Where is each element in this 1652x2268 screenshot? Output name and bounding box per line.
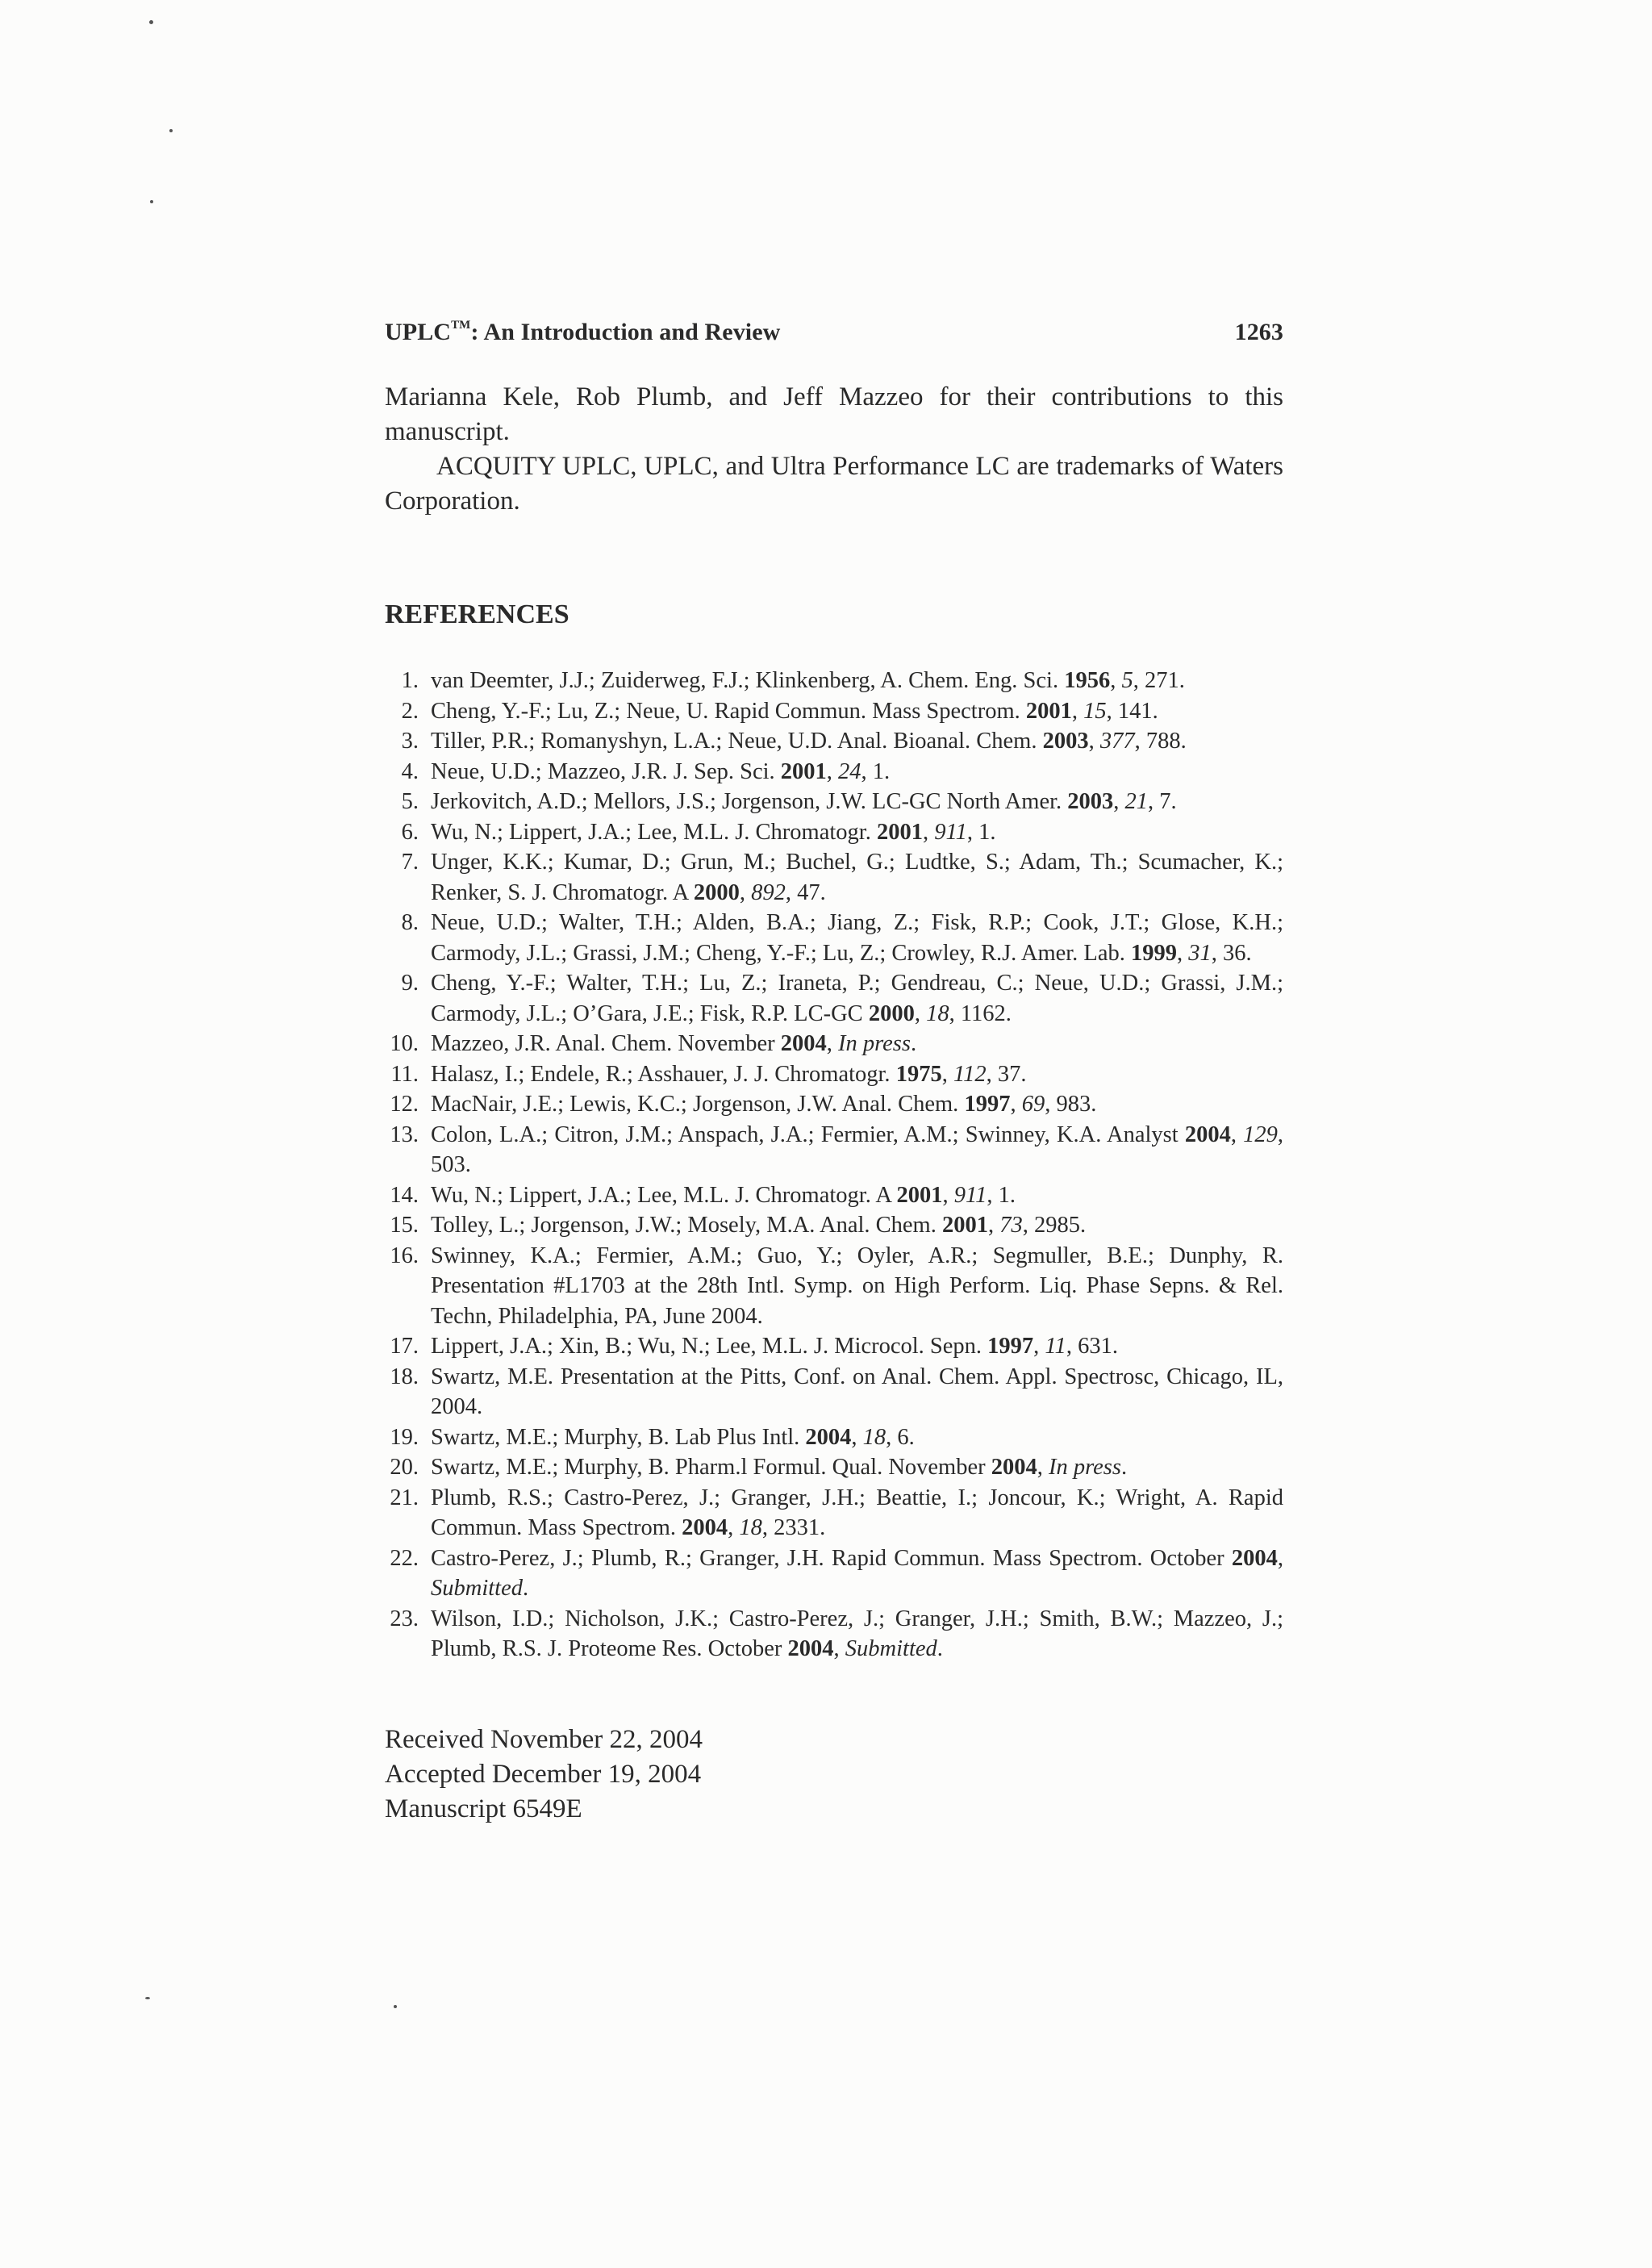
reference-year: 2000 — [693, 879, 740, 905]
reference-pages: 7. — [1159, 789, 1177, 814]
reference-number: 20. — [390, 1455, 419, 1480]
reference-number: 15. — [390, 1213, 419, 1238]
reference-year: 2004 — [780, 1031, 827, 1056]
reference-text: Swartz, M.E.; Murphy, B. Pharm.l Formul. Qual. November — [431, 1455, 986, 1480]
reference-volume: 377 — [1099, 729, 1135, 754]
reference-text: Swinney, K.A.; Fermier, A.M.; Guo, Y.; Oyler, A.R.; Segmuller, B.E.; Dunphy, R. Presentation #L1703 at the 28th Intl. Symp. on High Perform. Liq. Phase Sepns. & Rel. Techn, Philadelphia, PA, June 2004. — [431, 1243, 1283, 1329]
reference-volume: 112 — [953, 1061, 987, 1087]
reference-item: 7. Unger, K.K.; Kumar, D.; Grun, M.; Buchel, G.; Ludtke, S.; Adam, Th.; Scumacher, K.; Renker, S. J. Chromatogr. A 2000, 892, 47. — [385, 847, 1283, 908]
reference-text: Wu, N.; Lippert, J.A.; Lee, M.L. J. Chromatogr. A — [431, 1182, 891, 1208]
reference-item: 23. Wilson, I.D.; Nicholson, J.K.; Castro-Perez, J.; Granger, J.H.; Smith, B.W.; Mazzeo, J.; Plumb, R.S. J. Proteome Res. October 2004, Submitted. — [385, 1604, 1283, 1664]
reference-number: 9. — [401, 971, 419, 996]
reference-item: 19. Swartz, M.E.; Murphy, B. Lab Plus Intl. 2004, 18, 6. — [385, 1422, 1283, 1453]
reference-year: 2004 — [682, 1515, 728, 1540]
reference-pages: . — [910, 1031, 917, 1056]
reference-item: 17. Lippert, J.A.; Xin, B.; Wu, N.; Lee, M.L. J. Microcol. Sepn. 1997, 11, 631. — [385, 1331, 1283, 1362]
references-heading: REFERENCES — [385, 599, 569, 629]
reference-text: Tiller, P.R.; Romanyshyn, L.A.; Neue, U.D. Anal. Bioanal. Chem. — [431, 729, 1037, 754]
reference-text: Wu, N.; Lippert, J.A.; Lee, M.L. J. Chromatogr. — [431, 819, 871, 845]
reference-text: Neue, U.D.; Mazzeo, J.R. J. Sep. Sci. — [431, 758, 775, 784]
reference-pages: 36. — [1222, 940, 1252, 966]
reference-item: 1. van Deemter, J.J.; Zuiderweg, F.J.; Klinkenberg, A. Chem. Eng. Sci. 1956, 5, 271. — [385, 666, 1283, 696]
reference-year: 2003 — [1042, 729, 1089, 754]
reference-number: 3. — [401, 729, 419, 754]
reference-text: Castro-Perez, J.; Plumb, R.; Granger, J.H. Rapid Commun. Mass Spectrom. October — [431, 1545, 1224, 1571]
reference-item — [385, 1241, 1283, 1332]
reference-item: 20. Swartz, M.E.; Murphy, B. Pharm.l Formul. Qual. November 2004, In press. — [385, 1452, 1283, 1483]
reference-volume: 18 — [926, 1000, 949, 1026]
reference-pages: 271. — [1144, 668, 1185, 693]
reference-item: 12. MacNair, J.E.; Lewis, K.C.; Jorgenson, J.W. Anal. Chem. 1997, 69, 983. — [385, 1089, 1283, 1120]
reference-volume: In press — [1049, 1455, 1121, 1480]
reference-year: 1997 — [987, 1334, 1034, 1359]
reference-number: 1. — [401, 668, 419, 693]
reference-item: 10. Mazzeo, J.R. Anal. Chem. November 2004, In press. — [385, 1029, 1283, 1059]
reference-item: 15. Tolley, L.; Jorgenson, J.W.; Mosely, M.A. Anal. Chem. 2001, 73, 2985. — [385, 1210, 1283, 1241]
reference-text: Wilson, I.D.; Nicholson, J.K.; Castro-Perez, J.; Granger, J.H.; Smith, B.W.; Mazzeo, J.; Plumb, R.S. J. Proteome Res. October — [431, 1606, 1283, 1661]
reference-year: 2004 — [1184, 1121, 1231, 1147]
reference-volume: 11 — [1045, 1334, 1066, 1359]
reference-number: 16. — [390, 1243, 419, 1268]
reference-year: 2004 — [805, 1424, 852, 1450]
reference-pages: . — [937, 1636, 943, 1661]
reference-volume: 911 — [953, 1182, 987, 1208]
reference-volume: 129 — [1243, 1121, 1278, 1147]
scan-speck — [169, 129, 173, 132]
reference-number: 13. — [390, 1121, 419, 1147]
reference-item: 2. Cheng, Y.-F.; Lu, Z.; Neue, U. Rapid Commun. Mass Spectrom. 2001, 15, 141. — [385, 696, 1283, 727]
acknowledgement-text — [385, 380, 1283, 519]
reference-number: 4. — [401, 758, 419, 784]
scan-speck — [149, 20, 153, 24]
reference-volume: 69 — [1021, 1092, 1045, 1117]
reference-pages: 631. — [1078, 1334, 1118, 1359]
reference-number: 2. — [401, 698, 419, 724]
reference-text: Jerkovitch, A.D.; Mellors, J.S.; Jorgenson, J.W. LC-GC North Amer. — [431, 789, 1062, 814]
manuscript-number: Manuscript 6549E — [385, 1794, 582, 1823]
reference-text: Plumb, R.S.; Castro-Perez, J.; Granger, J.H.; Beattie, I.; Joncour, K.; Wright, A. Rapid Commun. Mass Spectrom. — [431, 1485, 1283, 1540]
reference-year: 1956 — [1064, 668, 1111, 693]
reference-item — [385, 1362, 1283, 1422]
reference-volume: 892 — [751, 879, 786, 905]
running-head — [385, 319, 1283, 346]
reference-number: 12. — [390, 1092, 419, 1117]
reference-text: Cheng, Y.-F.; Lu, Z.; Neue, U. Rapid Commun. Mass Spectrom. — [431, 698, 1020, 724]
reference-volume: 73 — [999, 1213, 1023, 1238]
paragraph: ACQUITY UPLC, UPLC, and Ultra Performance LC are trademarks of Waters Corporation. — [385, 452, 1283, 516]
reference-pages: 1162. — [960, 1000, 1012, 1026]
reference-number: 5. — [401, 789, 419, 814]
reference-pages: 983. — [1056, 1092, 1097, 1117]
reference-year: 2004 — [991, 1455, 1037, 1480]
reference-year: 2000 — [868, 1000, 915, 1026]
title-main: UPLC — [385, 319, 452, 345]
reference-pages: 1. — [998, 1182, 1016, 1208]
reference-year: 2004 — [1231, 1545, 1278, 1571]
reference-pages: 1. — [978, 819, 996, 845]
reference-text: Neue, U.D.; Walter, T.H.; Alden, B.A.; Jiang, Z.; Fisk, R.P.; Cook, J.T.; Glose, K.H.; Carmody, J.L.; Grassi, J.M.; Cheng, Y.-F.; Lu, Z.; Crowley, R.J. Amer. Lab. — [431, 910, 1283, 966]
title-rest: : An Introduction and Review — [470, 319, 781, 345]
reference-pages: 1. — [872, 758, 891, 784]
reference-volume: 5 — [1121, 668, 1133, 693]
reference-item: 14. Wu, N.; Lippert, J.A.; Lee, M.L. J. Chromatogr. A 2001, 911, 1. — [385, 1180, 1283, 1211]
reference-text: Mazzeo, J.R. Anal. Chem. November — [431, 1031, 775, 1056]
reference-volume: Submitted — [431, 1576, 523, 1601]
reference-number: 14. — [390, 1182, 419, 1208]
reference-pages: 2331. — [774, 1515, 826, 1540]
reference-item: 5. Jerkovitch, A.D.; Mellors, J.S.; Jorgenson, J.W. LC-GC North Amer. 2003, 21, 7. — [385, 787, 1283, 817]
scan-speck — [145, 1997, 150, 1999]
reference-number: 10. — [390, 1031, 419, 1056]
reference-item: 9. Cheng, Y.-F.; Walter, T.H.; Lu, Z.; Iraneta, P.; Gendreau, C.; Neue, U.D.; Grassi, J.M.; Carmody, J.L.; O’Gara, J.E.; Fisk, R.P. LC-GC 2000, 18, 1162. — [385, 968, 1283, 1029]
reference-number: 21. — [390, 1485, 419, 1510]
reference-text: Cheng, Y.-F.; Walter, T.H.; Lu, Z.; Iraneta, P.; Gendreau, C.; Neue, U.D.; Grassi, J.M.; Carmody, J.L.; O’Gara, J.E.; Fisk, R.P. LC-GC — [431, 971, 1283, 1026]
reference-number: 7. — [401, 850, 419, 875]
reference-item: 21. Plumb, R.S.; Castro-Perez, J.; Granger, J.H.; Beattie, I.; Joncour, K.; Wright, A. Rapid Commun. Mass Spectrom. 2004, 18, 2331. — [385, 1483, 1283, 1543]
reference-number: 22. — [390, 1545, 419, 1571]
reference-number: 23. — [390, 1606, 419, 1631]
reference-text: Unger, K.K.; Kumar, D.; Grun, M.; Buchel, G.; Ludtke, S.; Adam, Th.; Scumacher, K.; Renker, S. J. Chromatogr. A — [431, 850, 1283, 905]
reference-number: 11. — [390, 1061, 419, 1087]
reference-item: 8. Neue, U.D.; Walter, T.H.; Alden, B.A.; Jiang, Z.; Fisk, R.P.; Cook, J.T.; Glose, K.H.; Carmody, J.L.; Grassi, J.M.; Cheng, Y.-F.; Lu, Z.; Crowley, R.J. Amer. Lab. 1999, 31, 36. — [385, 908, 1283, 968]
page-number: 1263 — [1234, 319, 1283, 345]
reference-year: 2001 — [876, 819, 923, 845]
reference-year: 2001 — [896, 1182, 943, 1208]
reference-item: 22. Castro-Perez, J.; Plumb, R.; Granger, J.H. Rapid Commun. Mass Spectrom. October 2004, Submitted. — [385, 1543, 1283, 1604]
reference-volume: 911 — [934, 819, 967, 845]
reference-item: 4. Neue, U.D.; Mazzeo, J.R. J. Sep. Sci. 2001, 24, 1. — [385, 757, 1283, 787]
reference-volume: 18 — [739, 1515, 762, 1540]
manuscript-dates — [385, 1723, 1283, 1827]
reference-pages: 788. — [1145, 729, 1187, 754]
reference-year: 2004 — [787, 1636, 834, 1661]
reference-item: 13. Colon, L.A.; Citron, J.M.; Anspach, J.A.; Fermier, A.M.; Swinney, K.A. Analyst 2004, 129, 503. — [385, 1120, 1283, 1180]
reference-pages: 141. — [1117, 698, 1158, 724]
scan-speck — [394, 2005, 397, 2008]
reference-year: 1997 — [964, 1092, 1011, 1117]
reference-volume: 24 — [838, 758, 861, 784]
reference-number: 18. — [390, 1364, 419, 1389]
reference-number: 19. — [390, 1424, 419, 1450]
reference-volume: 31 — [1188, 940, 1212, 966]
reference-year: 2001 — [941, 1213, 988, 1238]
reference-volume: Submitted — [845, 1636, 937, 1661]
page — [385, 319, 1283, 1827]
reference-text: van Deemter, J.J.; Zuiderweg, F.J.; Klinkenberg, A. Chem. Eng. Sci. — [431, 668, 1059, 693]
reference-text: MacNair, J.E.; Lewis, K.C.; Jorgenson, J.W. Anal. Chem. — [431, 1092, 959, 1117]
reference-year: 2001 — [780, 758, 827, 784]
reference-year: 2001 — [1025, 698, 1072, 724]
reference-number: 17. — [390, 1334, 419, 1359]
reference-pages: 6. — [897, 1424, 915, 1450]
reference-volume: In press — [837, 1031, 911, 1056]
reference-text: Colon, L.A.; Citron, J.M.; Anspach, J.A.; Fermier, A.M.; Swinney, K.A. Analyst — [431, 1121, 1179, 1147]
reference-number: 6. — [401, 819, 419, 845]
reference-item: 6. Wu, N.; Lippert, J.A.; Lee, M.L. J. Chromatogr. 2001, 911, 1. — [385, 817, 1283, 848]
trademark-mark: TM — [451, 319, 471, 332]
reference-list — [385, 666, 1283, 1664]
reference-pages: 37. — [997, 1061, 1027, 1087]
reference-item: 3. Tiller, P.R.; Romanyshyn, L.A.; Neue, U.D. Anal. Bioanal. Chem. 2003, 377, 788. — [385, 726, 1283, 757]
reference-text: Swartz, M.E.; Murphy, B. Lab Plus Intl. — [431, 1424, 800, 1450]
paragraph: Marianna Kele, Rob Plumb, and Jeff Mazzeo for their contributions to this manuscript. — [385, 382, 1283, 446]
running-title — [385, 319, 780, 346]
reference-text: Halasz, I.; Endele, R.; Asshauer, J. J. Chromatogr. — [431, 1061, 891, 1087]
reference-text: Lippert, J.A.; Xin, B.; Wu, N.; Lee, M.L. J. Microcol. Sepn. — [431, 1334, 982, 1359]
reference-pages: 47. — [797, 879, 826, 905]
reference-pages: 2985. — [1033, 1213, 1087, 1238]
reference-pages: . — [1120, 1455, 1128, 1480]
reference-volume: 18 — [862, 1424, 886, 1450]
received-date: Received November 22, 2004 — [385, 1724, 703, 1754]
reference-year: 1999 — [1130, 940, 1177, 966]
reference-year: 2003 — [1067, 789, 1114, 814]
accepted-date: Accepted December 19, 2004 — [385, 1759, 702, 1789]
reference-number: 8. — [401, 910, 419, 935]
reference-text: Tolley, L.; Jorgenson, J.W.; Mosely, M.A. Anal. Chem. — [431, 1213, 937, 1238]
reference-pages: . — [523, 1576, 529, 1601]
reference-item: 11. Halasz, I.; Endele, R.; Asshauer, J. J. Chromatogr. 1975, 112, 37. — [385, 1059, 1283, 1090]
reference-year: 1975 — [895, 1061, 942, 1087]
reference-volume: 15 — [1083, 698, 1107, 724]
reference-text: Swartz, M.E. Presentation at the Pitts, Conf. on Anal. Chem. Appl. Spectrosc, Chicago, IL, 2004. — [431, 1364, 1283, 1419]
scan-speck — [150, 200, 153, 203]
reference-volume: 21 — [1124, 789, 1149, 814]
reference-pages: 503. — [431, 1152, 471, 1177]
